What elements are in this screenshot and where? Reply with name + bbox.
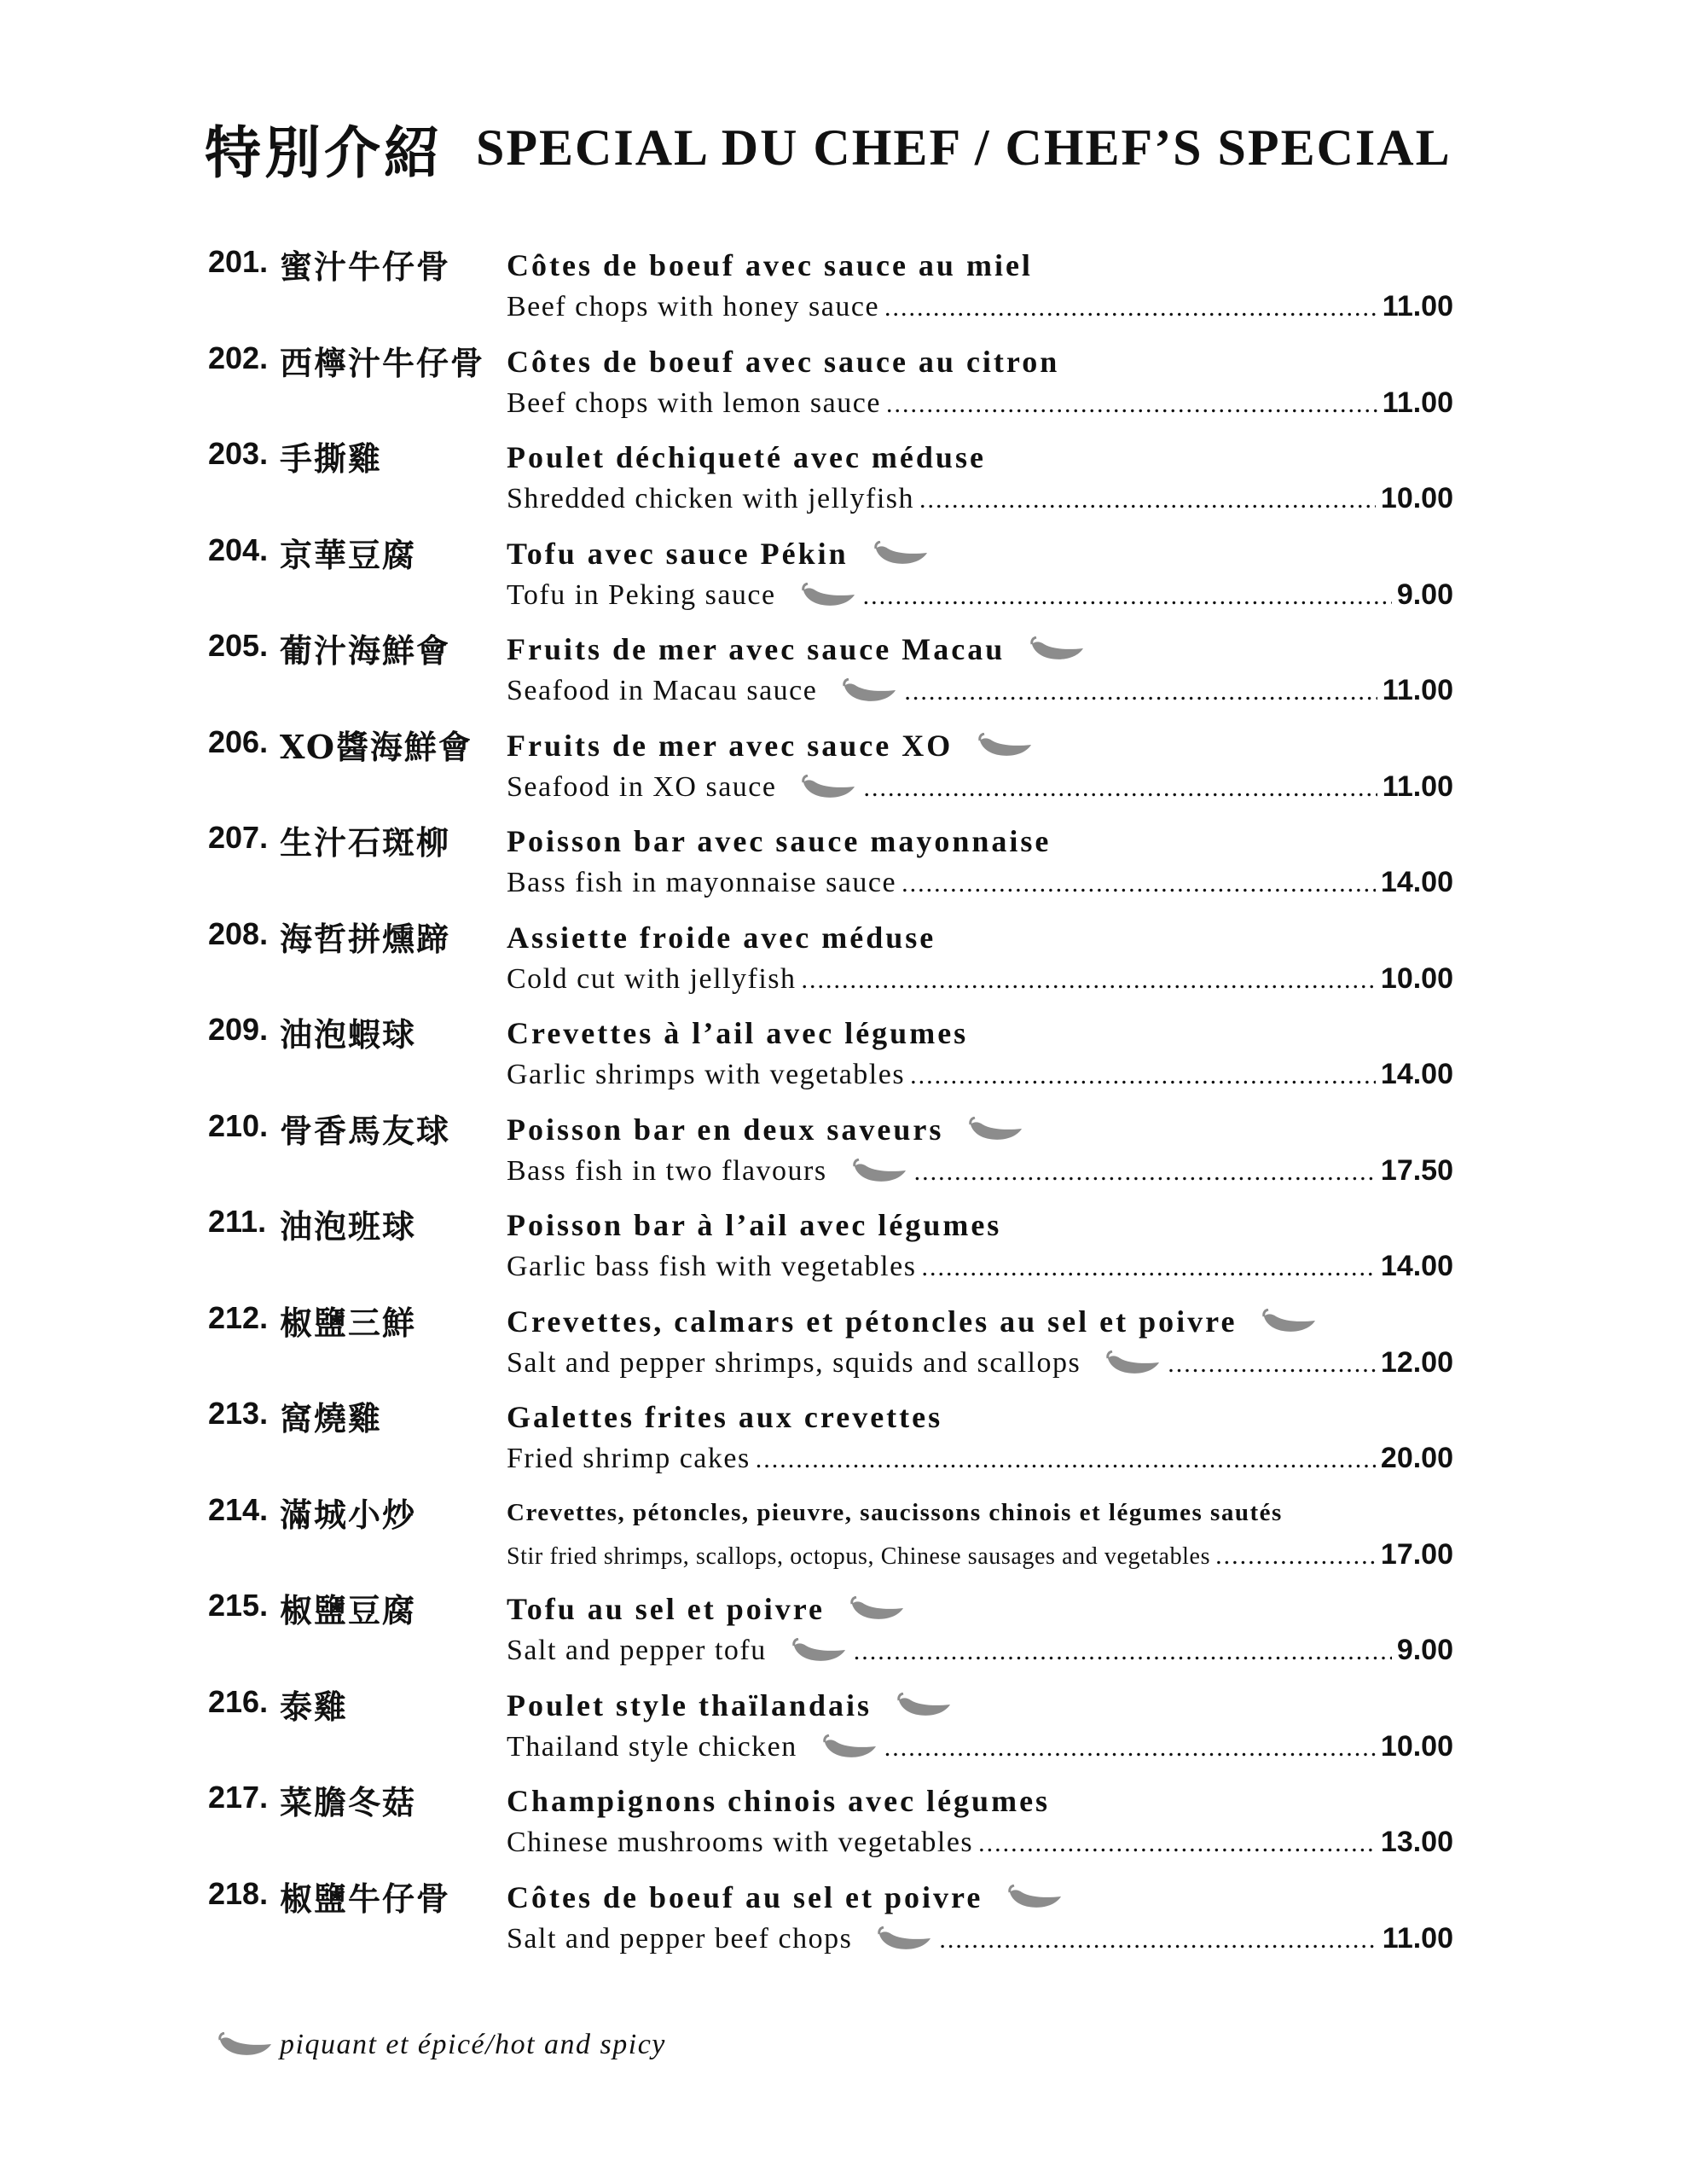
dot-leader — [919, 485, 1376, 514]
item-number: 202. — [208, 340, 269, 375]
item-english-line — [507, 1538, 1453, 1577]
item-chinese-name: 手撕雞 — [280, 439, 383, 478]
chili-pepper-icon — [1262, 1309, 1319, 1334]
chili-pepper-icon — [853, 1159, 909, 1184]
item-price: 10.00 — [1380, 1729, 1453, 1763]
item-english-line — [507, 1634, 1453, 1673]
item-french-name: Côtes de boeuf avec sauce au miel — [507, 248, 1033, 282]
menu-item — [208, 1103, 1504, 1199]
item-price: 11.00 — [1382, 674, 1453, 706]
item-chinese-name: 葡汁海鮮會 — [280, 631, 451, 670]
item-english-line — [507, 1058, 1453, 1097]
item-english-name: Salt and pepper tofu — [507, 1635, 767, 1666]
menu-item — [208, 527, 1504, 624]
item-number: 215. — [208, 1588, 269, 1623]
item-english-line — [507, 290, 1453, 329]
item-french-name: Galettes frites aux crevettes — [507, 1400, 943, 1434]
item-english-name-wrap — [507, 675, 899, 707]
item-english-line — [507, 770, 1453, 810]
chili-pepper-icon — [218, 2032, 275, 2058]
item-english-name-wrap — [507, 1443, 751, 1475]
item-english-name-wrap — [507, 1543, 1210, 1571]
item-french-name: Champignons chinois avec légumes — [507, 1784, 1051, 1818]
item-number: 206. — [208, 723, 269, 759]
item-french-name-line — [507, 823, 1051, 859]
item-english-name-wrap — [507, 1731, 879, 1763]
item-number: 216. — [208, 1683, 269, 1719]
dot-leader — [802, 966, 1376, 995]
item-number: 213. — [208, 1396, 269, 1431]
dot-leader — [921, 1253, 1375, 1282]
dot-leader — [863, 774, 1377, 803]
item-french-name-line — [507, 247, 1033, 283]
chili-pepper-icon — [802, 583, 858, 608]
item-french-name-line — [507, 1304, 1319, 1339]
item-french-name-line — [507, 344, 1059, 380]
item-price: 11.00 — [1382, 386, 1453, 419]
item-chinese-name: 京華豆腐 — [280, 535, 417, 574]
item-english-name-wrap — [507, 291, 879, 323]
menu-item — [208, 1295, 1504, 1391]
menu-title-chinese: 特別介紹 — [205, 119, 443, 186]
menu-title — [205, 101, 1535, 195]
item-chinese-name: 蜜汁牛仔骨 — [280, 247, 451, 286]
item-chinese-name: 油泡班球 — [280, 1207, 417, 1246]
menu-item — [208, 335, 1504, 432]
item-chinese-name: 菜膽冬菇 — [280, 1783, 417, 1821]
item-english-name-wrap — [507, 867, 896, 899]
item-chinese-name: 泰雞 — [280, 1687, 349, 1726]
menu-item — [208, 623, 1504, 719]
dot-leader — [884, 1734, 1376, 1763]
item-english-name: Cold cut with jellyfish — [507, 962, 797, 995]
item-number: 204. — [208, 531, 269, 567]
item-english-name: Salt and pepper beef chops — [507, 1922, 853, 1955]
dot-leader — [914, 1158, 1376, 1187]
menu-list — [208, 239, 1504, 1966]
item-price: 14.00 — [1380, 866, 1453, 898]
item-english-name: Beef chops with honey sauce — [507, 291, 880, 322]
item-french-name: Poisson bar avec sauce mayonnaise — [507, 824, 1052, 858]
dot-leader — [1168, 1350, 1376, 1379]
menu-item — [208, 719, 1504, 816]
item-english-line — [507, 1346, 1453, 1385]
item-english-name: Tofu in Peking sauce — [507, 578, 776, 611]
menu-item — [208, 431, 1504, 527]
spicy-legend-text: piquant et épicé/hot and spicy — [280, 2029, 666, 2060]
item-french-name-line — [507, 1499, 1283, 1527]
item-french-name-line — [507, 1015, 968, 1051]
item-english-line — [507, 1826, 1453, 1865]
item-number: 205. — [208, 628, 269, 663]
item-chinese-name: 椒鹽三鮮 — [280, 1303, 417, 1342]
item-french-name: Poisson bar à l’ail avec légumes — [507, 1208, 1002, 1242]
item-price: 13.00 — [1380, 1826, 1453, 1858]
item-french-name-line — [507, 1399, 942, 1435]
item-french-name-line — [507, 728, 1035, 764]
item-english-line — [507, 866, 1453, 905]
item-english-name: Fried shrimp cakes — [507, 1443, 751, 1474]
dot-leader — [910, 1061, 1376, 1090]
chili-pepper-icon — [897, 1693, 954, 1718]
item-english-name-wrap — [507, 1059, 905, 1091]
dot-leader — [904, 677, 1377, 706]
item-french-name: Poulet style thaïlandais — [507, 1687, 872, 1722]
chili-pepper-icon — [878, 1926, 934, 1952]
menu-item — [208, 911, 1504, 1008]
item-french-name: Poulet déchiqueté avec méduse — [507, 440, 986, 474]
item-english-name: Salt and pepper shrimps, squids and scallops — [507, 1346, 1081, 1379]
item-french-name-line — [507, 1207, 1001, 1243]
item-chinese-name: 海哲拼燻蹄 — [280, 919, 451, 958]
item-english-line — [507, 1154, 1453, 1194]
item-english-name: Garlic bass fish with vegetables — [507, 1251, 917, 1282]
item-english-name: Stir fried shrimps, scallops, octopus, Chinese sausages and vegetables — [507, 1542, 1211, 1570]
item-french-name: Fruits de mer avec sauce Macau — [507, 632, 1006, 666]
item-chinese-name: 椒鹽豆腐 — [280, 1591, 417, 1629]
spicy-legend — [218, 2029, 666, 2061]
chili-pepper-icon — [823, 1734, 879, 1760]
item-price: 20.00 — [1380, 1442, 1453, 1474]
item-english-line — [507, 1730, 1453, 1769]
item-number: 217. — [208, 1780, 269, 1815]
item-english-name-wrap — [507, 1827, 973, 1859]
item-english-name: Shredded chicken with jellyfish — [507, 483, 915, 514]
menu-item — [208, 1679, 1504, 1775]
item-french-name-line — [507, 439, 986, 475]
item-english-line — [507, 578, 1453, 618]
menu-title-english: SPECIAL DU CHEF / CHEF’S SPECIAL — [476, 119, 1452, 176]
item-french-name-line — [507, 920, 936, 956]
item-price: 11.00 — [1382, 290, 1453, 322]
item-price: 12.00 — [1380, 1345, 1453, 1379]
item-price: 10.00 — [1380, 961, 1453, 995]
item-number: 211. — [208, 1204, 267, 1239]
item-english-line — [507, 1250, 1453, 1289]
chili-pepper-icon — [1106, 1350, 1162, 1376]
item-chinese-name: 生汁石斑柳 — [280, 823, 451, 862]
item-english-name-wrap — [507, 1635, 849, 1667]
item-number: 212. — [208, 1299, 269, 1335]
item-english-name-wrap — [507, 1923, 934, 1955]
dot-leader — [863, 582, 1392, 611]
item-french-name-line — [507, 631, 1087, 667]
item-chinese-name: 滿城小炒 — [280, 1495, 417, 1534]
item-price: 17.50 — [1380, 1153, 1453, 1187]
item-english-name-wrap — [507, 387, 881, 420]
item-french-name: Crevettes, pétoncles, pieuvre, saucissons chinois et légumes sautés — [507, 1498, 1283, 1526]
item-english-line — [507, 1922, 1453, 1961]
item-english-name-wrap — [507, 963, 797, 996]
item-number: 201. — [208, 244, 269, 279]
item-price: 14.00 — [1380, 1250, 1453, 1282]
item-price: 14.00 — [1380, 1058, 1453, 1090]
item-english-name: Thailand style chicken — [507, 1730, 797, 1763]
dot-leader — [978, 1829, 1376, 1858]
item-french-name: Tofu au sel et poivre — [507, 1592, 826, 1626]
menu-item — [208, 1583, 1504, 1679]
item-english-line — [507, 386, 1453, 426]
item-english-name: Bass fish in mayonnaise sauce — [507, 867, 897, 898]
item-number: 218. — [208, 1875, 269, 1911]
dot-leader — [884, 293, 1377, 322]
item-french-name: Poisson bar en deux saveurs — [507, 1112, 944, 1147]
item-price: 10.00 — [1380, 482, 1453, 514]
item-chinese-name: 椒鹽牛仔骨 — [280, 1879, 451, 1918]
item-english-line — [507, 1442, 1453, 1481]
chili-pepper-icon — [843, 678, 899, 704]
item-french-name: Côtes de boeuf au sel et poivre — [507, 1879, 983, 1914]
item-price: 11.00 — [1382, 1921, 1453, 1955]
item-chinese-name: 西檸汁牛仔骨 — [280, 343, 485, 382]
item-french-name-line — [507, 1879, 1064, 1915]
menu-item — [208, 1774, 1504, 1871]
item-french-name: Tofu avec sauce Pékin — [507, 536, 849, 571]
item-english-name-wrap — [507, 1155, 909, 1188]
item-english-name-wrap — [507, 483, 914, 515]
menu-item — [208, 1871, 1504, 1967]
item-number: 207. — [208, 820, 269, 855]
chili-pepper-icon — [792, 1638, 849, 1664]
chili-pepper-icon — [969, 1117, 1025, 1142]
item-chinese-name: 窩燒雞 — [280, 1399, 383, 1438]
item-price: 11.00 — [1382, 770, 1453, 803]
item-number: 208. — [208, 915, 269, 951]
item-french-name: Assiette froide avec méduse — [507, 920, 936, 955]
item-english-name: Seafood in Macau sauce — [507, 675, 818, 706]
chili-pepper-icon — [1030, 636, 1087, 662]
item-price: 17.00 — [1380, 1537, 1453, 1571]
chili-pepper-icon — [802, 775, 858, 800]
menu-item — [208, 815, 1504, 911]
dot-leader — [886, 390, 1377, 419]
item-english-line — [507, 482, 1453, 521]
dot-leader — [854, 1637, 1392, 1666]
item-french-name: Crevettes à l’ail avec légumes — [507, 1016, 969, 1050]
item-english-name: Beef chops with lemon sauce — [507, 386, 881, 419]
item-english-name: Seafood in XO sauce — [507, 770, 777, 803]
item-english-line — [507, 962, 1453, 1002]
item-number: 214. — [208, 1491, 269, 1527]
item-english-name-wrap — [507, 579, 858, 612]
chili-pepper-icon — [1008, 1885, 1064, 1910]
dot-leader — [1215, 1542, 1376, 1571]
item-english-line — [507, 674, 1453, 713]
dot-leader — [939, 1926, 1377, 1955]
menu-item — [208, 1199, 1504, 1295]
item-english-name-wrap — [507, 771, 858, 804]
item-chinese-name: XO醬海鮮會 — [280, 727, 472, 766]
item-english-name-wrap — [507, 1251, 916, 1283]
item-price: 9.00 — [1396, 1634, 1453, 1666]
item-chinese-name: 骨香馬友球 — [280, 1111, 451, 1150]
item-french-name-line — [507, 1783, 1050, 1819]
chili-pepper-icon — [874, 541, 930, 566]
item-french-name-line — [507, 1112, 1025, 1147]
item-french-name-line — [507, 1687, 954, 1723]
item-number: 210. — [208, 1107, 269, 1143]
item-english-name-wrap — [507, 1347, 1162, 1380]
item-english-name: Chinese mushrooms with vegetables — [507, 1827, 974, 1858]
item-number: 203. — [208, 436, 269, 471]
chili-pepper-icon — [850, 1596, 907, 1622]
dot-leader — [901, 869, 1376, 898]
chili-pepper-icon — [978, 733, 1035, 758]
item-french-name-line — [507, 536, 930, 572]
menu-item — [208, 1487, 1504, 1583]
item-price: 9.00 — [1396, 578, 1453, 611]
item-french-name: Crevettes, calmars et pétoncles au sel et poivre — [507, 1304, 1238, 1339]
item-number: 209. — [208, 1012, 269, 1047]
item-french-name-line — [507, 1591, 907, 1627]
dot-leader — [756, 1445, 1376, 1474]
menu-item — [208, 239, 1504, 335]
item-english-name: Garlic shrimps with vegetables — [507, 1059, 906, 1090]
menu-item — [208, 1007, 1504, 1103]
menu-item — [208, 1391, 1504, 1487]
item-chinese-name: 油泡蝦球 — [280, 1015, 417, 1054]
item-english-name: Bass fish in two flavours — [507, 1154, 827, 1187]
item-french-name: Côtes de boeuf avec sauce au citron — [507, 344, 1060, 379]
item-french-name: Fruits de mer avec sauce XO — [507, 728, 954, 763]
